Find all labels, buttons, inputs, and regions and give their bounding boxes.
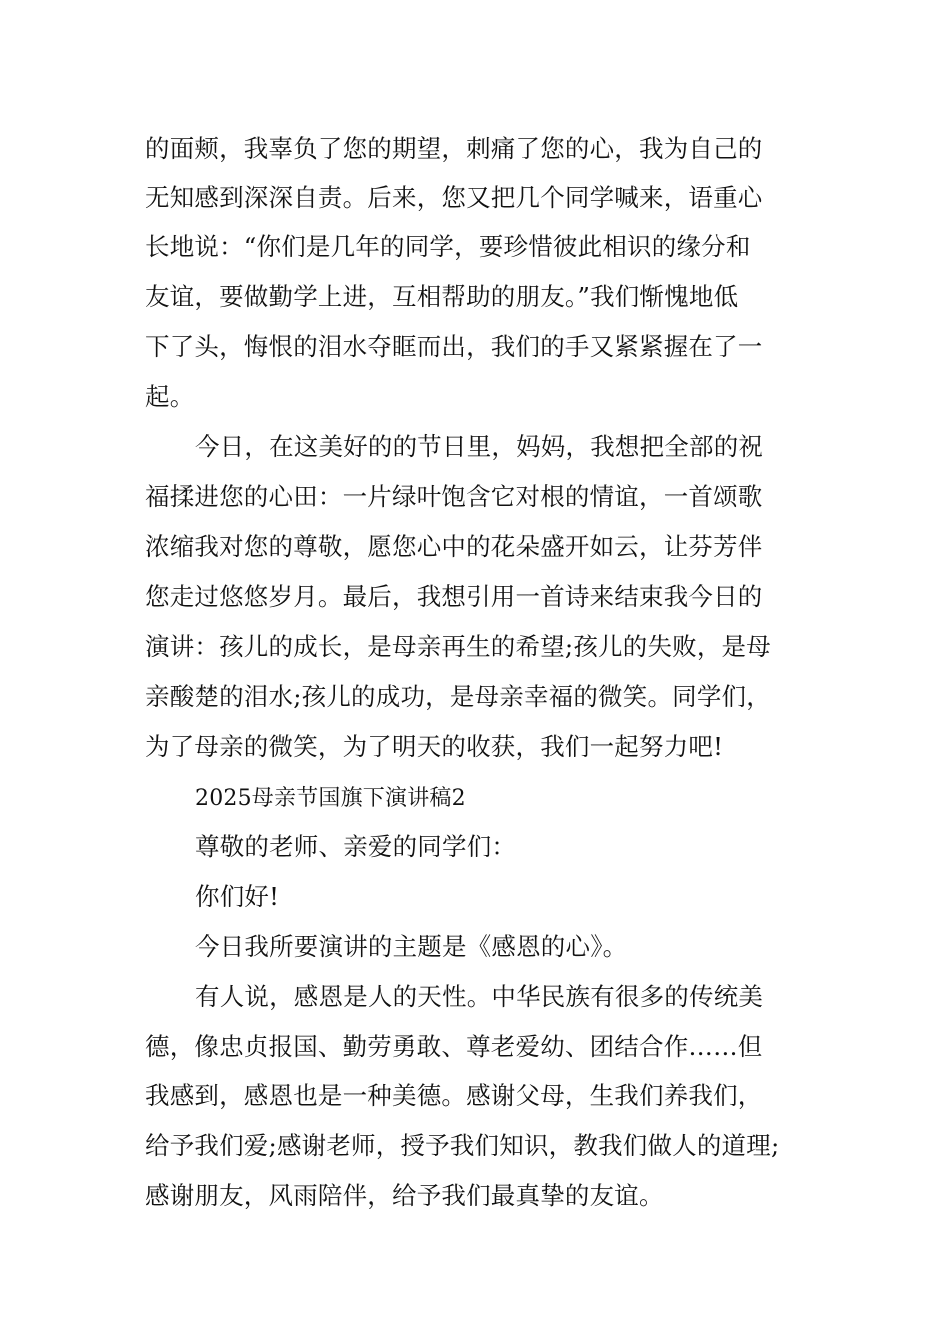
salutation: 尊敬的老师、亲爱的同学们： — [195, 832, 517, 861]
text-line: 浓缩我对您的尊敬，愿您心中的花朵盛开如云，让芬芳伴 — [145, 532, 763, 561]
text-line: 亲酸楚的泪水;孩儿的成功，是母亲幸福的微笑。同学们， — [145, 682, 771, 711]
text-line: 起。 — [145, 382, 195, 411]
text-line: 友谊，要做勤学上进，互相帮助的朋友。”我们惭愧地低 — [145, 282, 739, 311]
text-line: 有人说，感恩是人的天性。中华民族有很多的传统美 — [195, 982, 764, 1011]
text-line: 下了头，悔恨的泪水夺眶而出，我们的手又紧紧握在了一 — [145, 332, 763, 361]
section-title: 2025母亲节国旗下演讲稿2 — [195, 786, 466, 811]
text-line: 演讲：孩儿的成长，是母亲再生的希望;孩儿的失败，是母 — [145, 632, 771, 661]
text-line: 给予我们爱;感谢老师，授予我们知识，教我们做人的道理; — [145, 1131, 780, 1160]
greeting: 你们好! — [195, 882, 280, 911]
text-line: 感谢朋友，风雨陪伴，给予我们最真挚的友谊。 — [145, 1181, 664, 1210]
text-line: 无知感到深深自责。后来，您又把几个同学喊来，语重心 — [145, 183, 763, 212]
text-line: 为了母亲的微笑，为了明天的收获，我们一起努力吧! — [145, 732, 724, 761]
text-line: 福揉进您的心田：一片绿叶饱含它对根的情谊，一首颂歌 — [145, 482, 763, 511]
text-line: 长地说：“你们是几年的同学，要珍惜彼此相识的缘分和 — [145, 232, 751, 261]
text-line: 您走过悠悠岁月。最后，我想引用一首诗来结束我今日的 — [145, 582, 763, 611]
text-line: 今日，在这美好的的节日里，妈妈，我想把全部的祝 — [195, 432, 764, 461]
text-line: 的面颊，我辜负了您的期望，刺痛了您的心，我为自己的 — [145, 134, 763, 163]
text-line: 德，像忠贞报国、勤劳勇敢、尊老爱幼、团结合作……但 — [145, 1032, 763, 1061]
topic-line: 今日我所要演讲的主题是《感恩的心》。 — [195, 932, 628, 961]
text-line: 我感到，感恩也是一种美德。感谢父母，生我们养我们， — [145, 1081, 763, 1110]
